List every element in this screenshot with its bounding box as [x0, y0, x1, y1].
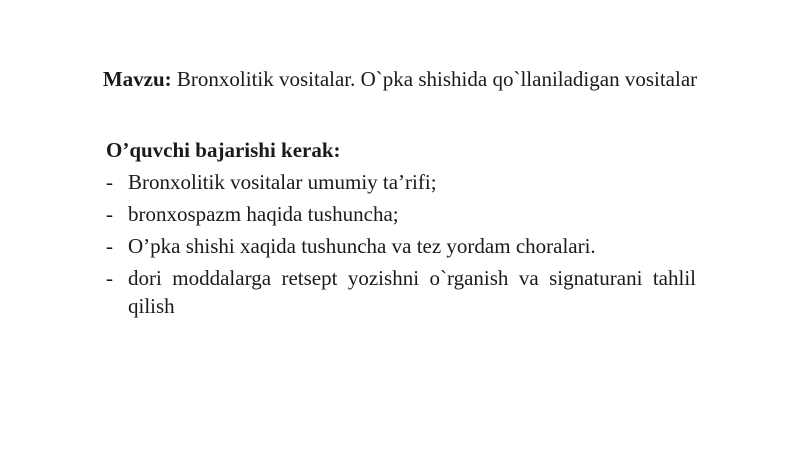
bullet-dash: -: [106, 266, 113, 290]
bullet-dash: -: [106, 202, 113, 226]
list-item: [106, 168, 696, 196]
bullet-dash: -: [106, 234, 113, 258]
task-text: O’pka shishi xaqida tushuncha va tez yordam choralari.: [128, 234, 596, 258]
bullet-dash: -: [106, 170, 113, 194]
task-heading: O’quvchi bajarishi kerak:: [106, 138, 341, 162]
list-item: [106, 232, 696, 260]
list-item: [106, 264, 696, 320]
list-item: [106, 200, 696, 228]
title-text: Bronxolitik vositalar. O`pka shishida qo`llaniladigan vositalar: [171, 67, 698, 91]
task-list: [106, 168, 696, 324]
slide-title: [100, 64, 700, 94]
task-text: bronxospazm haqida tushuncha;: [128, 202, 399, 226]
task-text: dori moddalarga retsept yozishni o`rganish va signaturani tahlil qilish: [128, 266, 696, 318]
task-text: Bronxolitik vositalar umumiy ta’rifi;: [128, 170, 437, 194]
title-label: Mavzu:: [102, 67, 172, 91]
